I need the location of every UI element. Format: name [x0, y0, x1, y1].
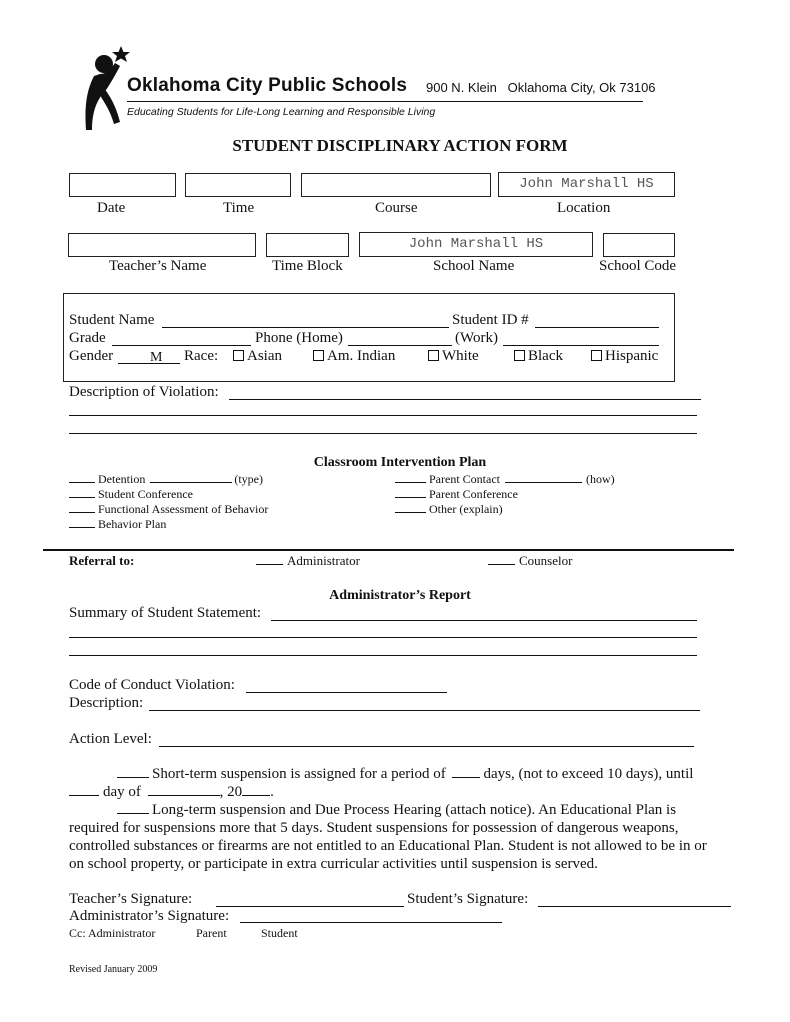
phone-work-input[interactable]	[503, 345, 659, 346]
time-field[interactable]	[185, 173, 291, 197]
violation-input-1[interactable]	[229, 399, 701, 400]
race-label: Race:	[184, 348, 219, 364]
code-violation-input[interactable]	[246, 692, 447, 693]
org-name: Oklahoma City Public Schools	[127, 75, 408, 96]
student-id-label: Student ID #	[452, 312, 529, 328]
detention-check-line[interactable]	[69, 482, 95, 483]
action-level-label: Action Level:	[69, 731, 152, 747]
cc-student: Student	[261, 926, 298, 940]
referral-counselor-line[interactable]	[488, 564, 515, 565]
asian-checkbox[interactable]	[233, 350, 244, 361]
hispanic-checkbox[interactable]	[591, 350, 602, 361]
short-term-check-line[interactable]	[117, 777, 149, 778]
long-term-line-1: Long-term suspension and Due Process Hearing (attach notice). An Educational Plan is	[69, 802, 676, 819]
phone-home-label: Phone (Home)	[255, 330, 343, 346]
student-name-input[interactable]	[162, 327, 449, 328]
violation-label: Description of Violation:	[69, 384, 219, 400]
violation-input-3[interactable]	[69, 433, 697, 434]
location-label: Location	[557, 200, 611, 216]
race-asian-option[interactable]: Asian	[233, 348, 282, 365]
summary-input-3[interactable]	[69, 655, 697, 656]
teacher-name-field[interactable]	[68, 233, 256, 257]
summary-input-1[interactable]	[271, 620, 697, 621]
student-info-box	[63, 293, 675, 382]
referral-admin-line[interactable]	[256, 564, 283, 565]
behavior-plan-option[interactable]: Behavior Plan	[69, 517, 166, 532]
grade-label: Grade	[69, 330, 106, 346]
phone-work-label: (Work)	[455, 330, 498, 346]
section-divider	[43, 549, 734, 551]
parent-contact-how-line[interactable]	[505, 482, 582, 483]
long-term-line-3: controlled substances or firearms are not entitled to an Educational Plan. Student is not allowed to be in or	[69, 838, 707, 854]
race-black-option[interactable]: Black	[514, 348, 563, 365]
phone-home-input[interactable]	[348, 345, 452, 346]
time-label: Time	[223, 200, 255, 216]
am-indian-checkbox[interactable]	[313, 350, 324, 361]
gender-input[interactable]	[118, 363, 180, 364]
student-id-input[interactable]	[535, 327, 659, 328]
summary-input-2[interactable]	[69, 637, 697, 638]
parent-conference-check-line[interactable]	[395, 497, 426, 498]
school-name-label: School Name	[433, 258, 515, 274]
other-option[interactable]: Other (explain)	[395, 502, 503, 517]
student-signature-input[interactable]	[538, 906, 731, 907]
school-code-label: School Code	[599, 258, 677, 274]
behavior-plan-check-line[interactable]	[69, 527, 95, 528]
revision-date: Revised January 2009	[69, 964, 158, 975]
detention-option[interactable]: Detention (type)	[69, 472, 263, 487]
until-month-input[interactable]	[148, 795, 220, 796]
time-block-field[interactable]	[266, 233, 349, 257]
summary-label: Summary of Student Statement:	[69, 605, 262, 621]
student-signature-label: Student’s Signature:	[407, 891, 529, 907]
student-name-label: Student Name	[69, 312, 155, 328]
district-logo	[74, 44, 130, 132]
parent-conference-option[interactable]: Parent Conference	[395, 487, 518, 502]
parent-contact-option[interactable]: Parent Contact (how)	[395, 472, 615, 487]
cc-administrator: Cc: Administrator	[69, 926, 156, 940]
functional-assessment-option[interactable]: Functional Assessment of Behavior	[69, 502, 268, 517]
functional-check-line[interactable]	[69, 512, 95, 513]
short-term-line-2: day of , 20 .	[69, 784, 274, 801]
until-day-input[interactable]	[69, 795, 99, 796]
cc-parent: Parent	[196, 926, 227, 940]
org-tagline: Educating Students for Life-Long Learning and Responsible Living	[127, 106, 436, 118]
violation-input-2[interactable]	[69, 415, 697, 416]
long-term-line-2: required for suspensions more that 5 days. Student suspensions for possession of dangerous weapons,	[69, 820, 679, 836]
description-input[interactable]	[149, 710, 700, 711]
student-conference-check-line[interactable]	[69, 497, 95, 498]
white-checkbox[interactable]	[428, 350, 439, 361]
grade-input[interactable]	[112, 345, 251, 346]
admin-signature-input[interactable]	[240, 922, 502, 923]
referral-label: Referral to:	[69, 553, 135, 568]
description-label: Description:	[69, 695, 144, 711]
course-label: Course	[375, 200, 418, 216]
referral-counselor-option[interactable]: Counselor	[488, 553, 572, 569]
action-level-input[interactable]	[159, 746, 694, 747]
race-am-indian-option[interactable]: Am. Indian	[313, 348, 395, 365]
parent-contact-check-line[interactable]	[395, 482, 426, 483]
admin-signature-label: Administrator’s Signature:	[69, 908, 230, 924]
referral-administrator-option[interactable]: Administrator	[256, 553, 360, 569]
long-term-line-4: on school property, or participate in extra curricular activities until suspension is served.	[69, 856, 598, 872]
short-term-line-1: Short-term suspension is assigned for a period of days, (not to exceed 10 days), until	[69, 766, 693, 783]
gender-label: Gender	[69, 348, 114, 364]
form-title: STUDENT DISCIPLINARY ACTION FORM	[232, 136, 568, 155]
until-year-input[interactable]	[242, 795, 270, 796]
school-name-field[interactable]	[359, 232, 593, 257]
teacher-signature-label: Teacher’s Signature:	[69, 891, 193, 907]
date-field[interactable]	[69, 173, 176, 197]
other-check-line[interactable]	[395, 512, 426, 513]
race-white-option[interactable]: White	[428, 348, 479, 365]
course-field[interactable]	[301, 173, 491, 197]
student-star-icon	[74, 44, 130, 132]
detention-type-line[interactable]	[150, 482, 232, 483]
teacher-signature-input[interactable]	[216, 906, 404, 907]
date-label: Date	[97, 200, 126, 216]
long-term-check-line[interactable]	[117, 813, 149, 814]
gender-value: M	[150, 350, 163, 365]
location-value: John Marshall HS	[519, 176, 654, 192]
suspension-days-input[interactable]	[452, 777, 480, 778]
school-code-field[interactable]	[603, 233, 675, 257]
race-hispanic-option[interactable]: Hispanic	[591, 348, 658, 365]
location-field[interactable]	[498, 172, 675, 197]
teacher-name-label: Teacher’s Name	[109, 258, 207, 274]
admin-report-title: Administrator’s Report	[329, 588, 471, 603]
time-block-label: Time Block	[272, 258, 343, 274]
black-checkbox[interactable]	[514, 350, 525, 361]
intervention-title: Classroom Intervention Plan	[313, 455, 487, 470]
student-conference-option[interactable]: Student Conference	[69, 487, 193, 502]
school-name-value: John Marshall HS	[408, 236, 544, 252]
org-address: 900 N. Klein Oklahoma City, Ok 73106	[426, 80, 656, 95]
code-violation-label: Code of Conduct Violation:	[69, 677, 235, 693]
header-rule	[127, 101, 643, 102]
